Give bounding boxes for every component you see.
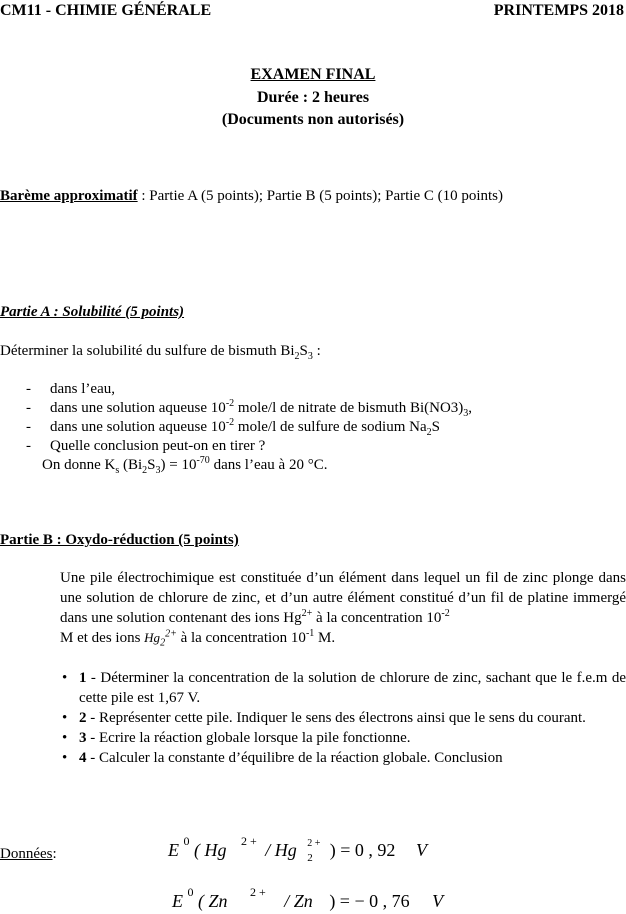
ks-exponent: -70 [196, 455, 210, 466]
ks-equals: ) = 10 [160, 457, 197, 473]
exam-duration: Durée : 2 heures [256, 89, 370, 106]
dash-icon: - [26, 400, 31, 416]
part-a-item-1: dans l’eau, [50, 381, 115, 397]
exam-title: EXAMEN FINAL [250, 66, 376, 83]
equation-zn [172, 885, 444, 912]
part-b-heading: Partie B : Oxydo-réduction (5 points) [0, 532, 239, 548]
part-a-item-3: dans une solution aqueuse $10^{-2}$ mole/l de sulfure de sodium $Na_2S$ [50, 417, 440, 438]
exam-documents-note: (Documents non autorisés) [221, 111, 405, 128]
donnees-colon: : [52, 846, 57, 862]
question-1-number: 1 [79, 670, 87, 686]
hg-charge: 2+ [301, 608, 313, 619]
hg2-concentration-exp: -1 [305, 628, 315, 639]
question-2 [60, 708, 626, 728]
eq2-standard: 0 [187, 885, 194, 899]
eq2-potential: E [172, 891, 183, 911]
question-2-number: 2 [79, 710, 87, 726]
eq1-hg-charge: 2 + [241, 834, 257, 848]
donnees-label [0, 846, 57, 863]
donnees-label-text: Données [0, 846, 53, 862]
ks-text: On donne K [42, 457, 116, 473]
eq2-zn: ( Zn [198, 891, 228, 911]
question-4 [60, 748, 626, 768]
part-a-heading: Partie A : Solubilité (5 points) [0, 304, 185, 320]
question-3-text: - Ecrire la réaction globale lorsque la pile fonctionne. [86, 730, 411, 746]
eq1-standard: 0 [183, 834, 190, 848]
item-2-text: dans une solution aqueuse 10 [50, 400, 226, 416]
hg2-ion-symbol: Hg [144, 630, 161, 645]
part-a-item-2: dans une solution aqueuse $10^{-2}$ mole/l de nitrate de bismuth $Bi(NO3)_3$, [50, 398, 473, 419]
eq1-value: ) = 0 , 92 [329, 840, 396, 860]
part-b-paragraph [60, 568, 626, 648]
part-b-text: Une pile électrochimique est constituée d’un élément dans lequel un fil de zinc plonge dans une solution de chlorure de zinc, et d’un autre élément constitué d’un fil de platine immergé dans une solution contenant des ions Hg [60, 570, 626, 626]
item-3-text: dans une solution aqueuse 10 [50, 419, 226, 435]
bareme-label: Barème approximatif [0, 188, 138, 204]
eq1-unit: V [415, 840, 427, 860]
ks-given: On donne $K_s$ $(Bi_2S_3) = 10^{-70}$ dans l’eau à 20 °C. [42, 455, 328, 476]
bareme-line [0, 188, 503, 205]
part-a-item-4: Quelle conclusion peut-on en tirer ? [50, 438, 266, 454]
eq1-hg: ( Hg [194, 840, 227, 860]
semester: PRINTEMPS 2018 [493, 2, 624, 19]
part-b-questions [60, 668, 626, 768]
part-b-text-4: à la concentration 10 [176, 630, 306, 646]
question-1-text: - Déterminer la concentration de la solution de chlorure de zinc, sachant que le f.e.m de cette pile est 1,67 V. [79, 670, 626, 706]
ks-subscript: s [115, 465, 120, 476]
question-3-number: 3 [79, 730, 87, 746]
question-2-text: - Représenter cette pile. Indiquer le sens des électrons ainsi que le sens du courant. [86, 710, 586, 726]
item-3-text-end: mole/l de sulfure de sodium Na [234, 419, 427, 435]
bareme-text: : Partie A (5 points); Partie B (5 points); Partie C (10 points) [137, 188, 504, 204]
eq1-potential: E [168, 840, 179, 860]
hg2-ion: $Hg_2^{2+}$ [144, 628, 177, 649]
dash-icon: - [26, 419, 31, 435]
part-a-intro-text: Déterminer la solubilité du sulfure de bismuth Bi [0, 343, 295, 359]
question-3 [60, 728, 626, 748]
dash-icon: - [26, 438, 31, 454]
eq2-unit: V [432, 891, 444, 911]
ks-mid: (Bi [119, 457, 143, 473]
eq1-hg2: / Hg [265, 840, 297, 860]
eq1-hg2-sub: 2 [307, 851, 313, 864]
item-2-exponent: -2 [225, 398, 235, 409]
part-b-text-3: M et des ions [60, 630, 145, 646]
part-b-text-end: M. [314, 630, 336, 646]
eq1-hg2-indices [307, 837, 321, 864]
eq2-zn-metal: / Zn [284, 891, 313, 911]
question-4-text: - Calculer la constante d’équilibre de la réaction globale. Conclusion [86, 750, 503, 766]
question-4-number: 4 [79, 750, 87, 766]
hg-concentration-exp: -2 [441, 608, 450, 619]
eq2-zn-charge: 2 + [250, 885, 266, 899]
part-a-intro: Déterminer la solubilité du sulfure de bismuth $Bi_2S_3$ : [0, 343, 321, 362]
item-3-exponent: -2 [225, 417, 235, 428]
eq2-value: ) = − 0 , 76 [329, 891, 410, 911]
part-a-intro-end: : [312, 343, 321, 359]
dash-icon: - [26, 381, 31, 397]
ks-end: dans l’eau à 20 °C. [209, 457, 328, 473]
eq1-hg2-charge: 2 + [307, 837, 321, 849]
item-2-text-end: mole/l de nitrate de bismuth Bi(NO3) [234, 400, 464, 416]
question-1 [60, 668, 626, 708]
equation-hg [168, 834, 427, 864]
part-b-text-2: à la concentration 10 [312, 610, 442, 626]
course-code: CM11 - CHIMIE GÉNÉRALE [0, 2, 212, 19]
